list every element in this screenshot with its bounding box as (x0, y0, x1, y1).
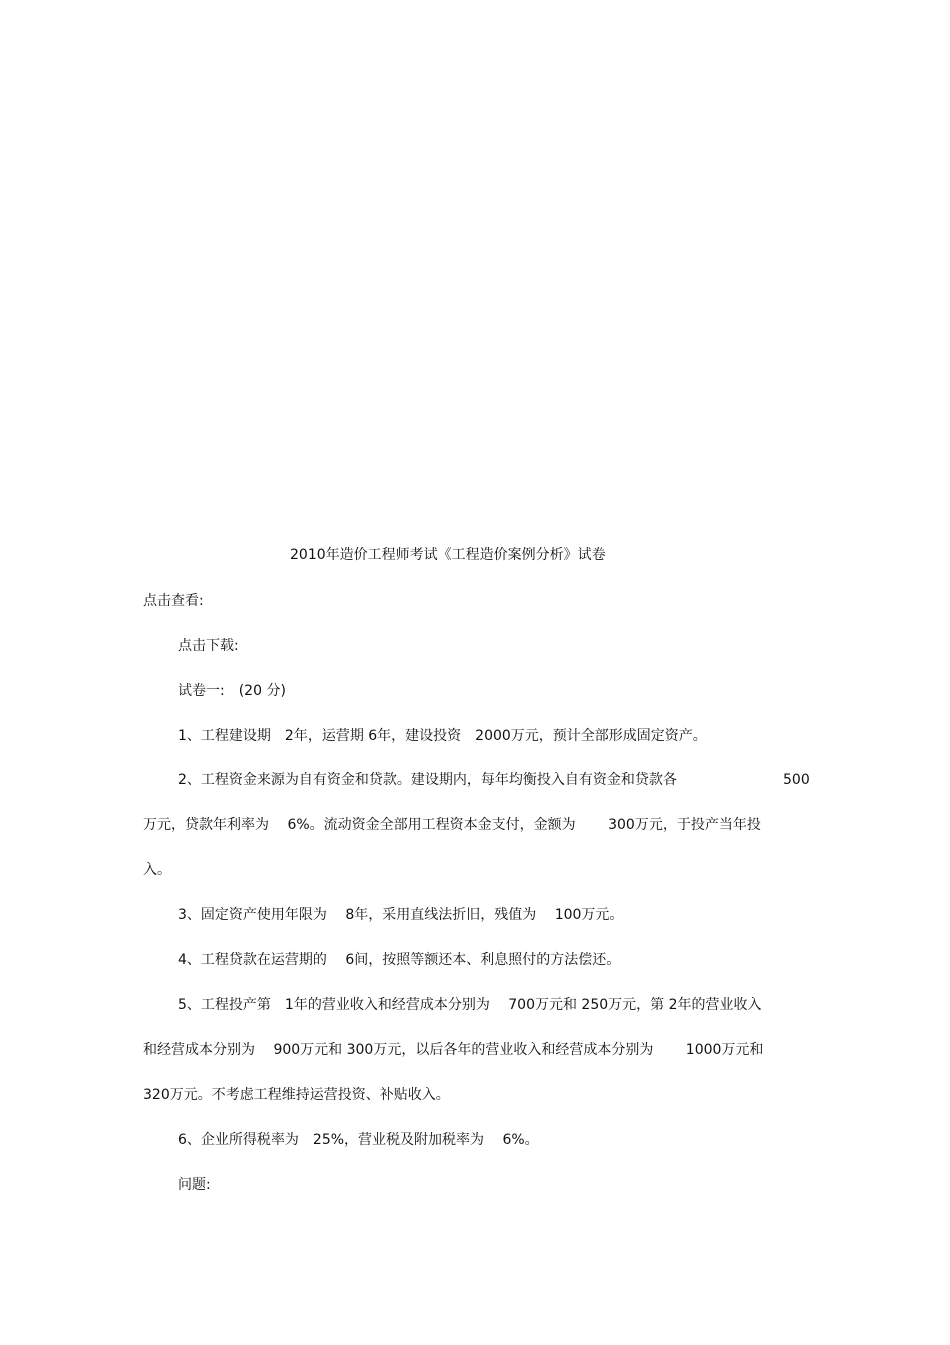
condition-2-line-2: 万元，贷款年利率为 6%。流动资金全部用工程资本金支付，金额为 300万元，于投产当年投 (143, 817, 761, 833)
condition-4: 4、工程贷款在运营期的 6间，按照等额还本、利息照付的方法偿还。 (178, 952, 621, 968)
condition-5-line-2: 和经营成本分别为 900万元和 300万元，以后各年的营业收入和经营成本分别为 1000万元和 (143, 1042, 764, 1058)
view-link-text[interactable]: 点击查看: (143, 593, 204, 609)
condition-5-line-1: 5、工程投产第 1年的营业收入和经营成本分别为 700万元和 250万元，第 2年的营业收入 (178, 997, 762, 1013)
paper-one-heading: 试卷一: (20 分) (178, 683, 286, 699)
condition-6: 6、企业所得税率为 25%，营业税及附加税率为 6%。 (178, 1132, 539, 1148)
condition-2-amount: 500 (783, 772, 810, 788)
condition-5-line-3: 320万元。不考虑工程维持运营投资、补贴收入。 (143, 1087, 450, 1103)
condition-2-line-1: 2、工程资金来源为自有资金和贷款。建设期内，每年均衡投入自有资金和贷款各 (178, 772, 677, 788)
condition-1: 1、工程建设期 2年，运营期 6年，建设投资 2000万元，预计全部形成固定资产。 (178, 728, 707, 744)
document-title: 2010年造价工程师考试《工程造价案例分析》试卷 (290, 547, 606, 563)
questions-heading: 问题: (178, 1177, 211, 1193)
condition-2-line-3: 入。 (143, 862, 171, 878)
condition-3: 3、固定资产使用年限为 8年，采用直线法折旧，残值为 100万元。 (178, 907, 624, 923)
download-link-text[interactable]: 点击下载: (178, 638, 239, 654)
